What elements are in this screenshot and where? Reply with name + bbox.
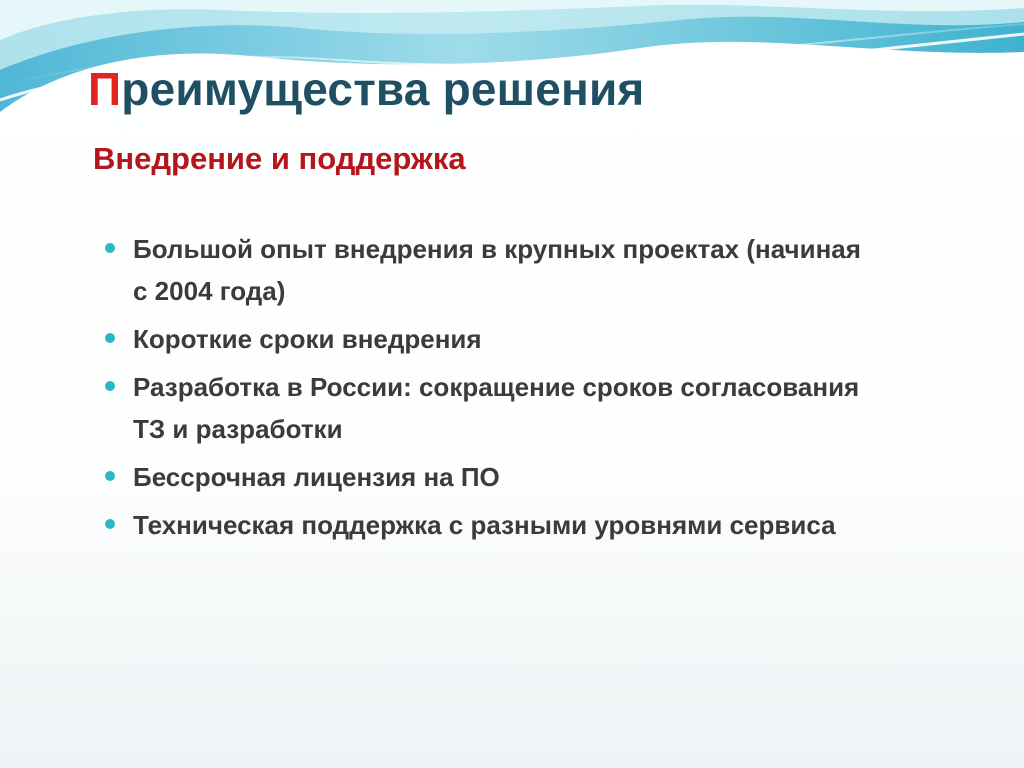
bullet-text: Бессрочная лицензия на ПО [133,462,500,492]
bullet-list [103,228,863,552]
title-text: реимущества решения [121,63,645,115]
bullet-text: Большой опыт внедрения в крупных проектах (начиная с 2004 года) [133,234,861,306]
bullet-text: Разработка в России: сокращение сроков согласования ТЗ и разработки [133,372,860,444]
bullet-item [103,504,863,546]
bullet-item [103,366,863,450]
bullet-item [103,456,863,498]
bullet-dot-icon [105,243,115,253]
bullet-text: Техническая поддержка с разными уровнями сервиса [133,510,836,540]
slide-subtitle: Внедрение и поддержка [93,141,466,176]
bullet-item [103,318,863,360]
title-accent-letter: П [88,63,122,115]
bullet-item [103,228,863,312]
bullet-dot-icon [105,519,115,529]
bullet-dot-icon [105,333,115,343]
bullet-text: Короткие сроки внедрения [133,324,482,354]
bullet-dot-icon [105,381,115,391]
bullet-dot-icon [105,471,115,481]
slide-title [88,62,644,116]
